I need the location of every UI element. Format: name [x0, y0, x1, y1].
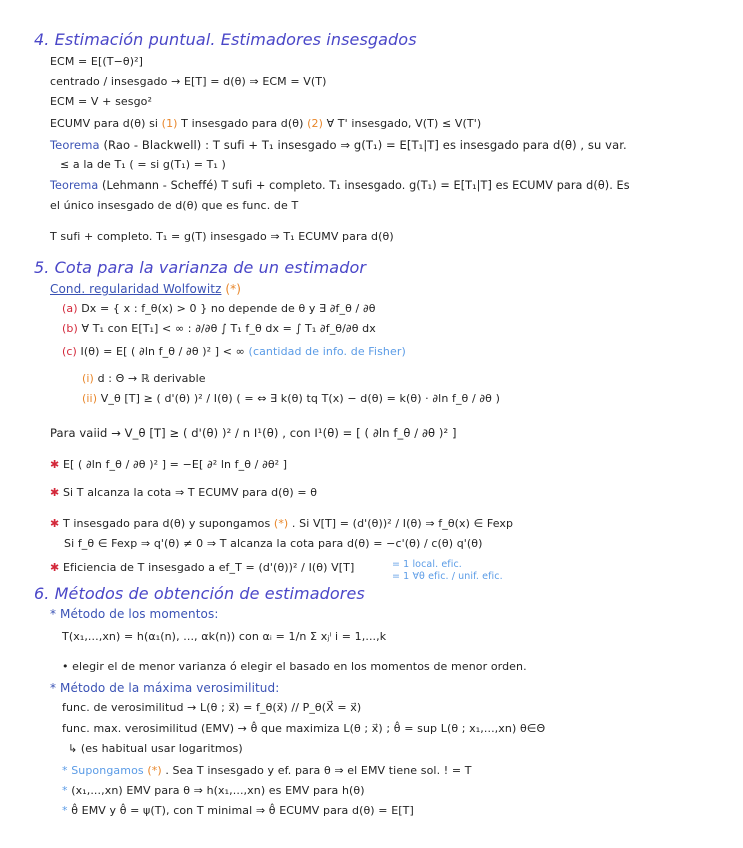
theorem-label: Teorema [50, 179, 99, 192]
lehmann-scheffe-cont: el único insesgado de d(θ) que es func. de T [50, 199, 299, 212]
bound-reached-text: Si T alcanza la cota ⇒ T ECUMV para d(θ) = θ [62, 486, 318, 499]
iid-bound: Para vaiid → V_θ [T] ≥ ( d'(θ) )² / n I¹(θ) , con I¹(θ) = [ ( ∂ln f_θ / ∂θ )² ] [50, 426, 457, 440]
efficiency-line [50, 561, 354, 575]
cond-c [62, 345, 406, 359]
ecm-definition: ECM = E[(T−θ)²] [50, 55, 144, 68]
lehmann-scheffe [50, 179, 630, 193]
cond-i-tag: (i) [82, 372, 94, 385]
fisher-identity-text: E[ ( ∂ln f_θ / ∂θ )² ] = −E[ ∂² ln f_θ / ∂θ² ] [62, 458, 288, 471]
moments-formula: T(x₁,...,xn) = h(α₁(n), ..., αk(n)) con αᵢ = 1/n Σ xⱼⁱ i = 1,...,k [62, 630, 387, 643]
local-efficiency-note: = 1 local. efic. [392, 559, 462, 570]
exp-family-text-b: . Si V[T] = (d'(θ))² / I(θ) ⇒ f_θ(x) ∈ Fexp [291, 517, 514, 530]
ecm-bias-line: ECM = V + sesgo² [50, 95, 153, 108]
fisher-note: (cantidad de info. de Fisher) [248, 345, 406, 358]
bullet-icon: ✱ [50, 517, 60, 530]
fisher-identity [50, 458, 287, 472]
likelihood-function: func. de verosimilitud → L(θ ; x⃗) = f_θ(x⃗) // P_θ(X⃗ = x⃗) [62, 701, 362, 714]
cond-a [62, 302, 376, 316]
bullet-icon: ✱ [50, 561, 60, 574]
bullet-icon: ✱ [50, 486, 60, 499]
bullet-icon: * [62, 784, 68, 797]
cond-2-marker: (2) [307, 117, 323, 130]
log-note: ↳ (es habitual usar logaritmos) [68, 742, 243, 755]
star-marker: (*) [147, 764, 162, 777]
ecumv-line [50, 117, 481, 131]
cond-c-tag: (c) [62, 345, 77, 358]
bound-reached [50, 486, 317, 500]
section-5-title: 5. Cota para la varianza de un estimador [34, 258, 367, 277]
cond-2-text: ∀ T' insesgado, V(T) ≤ V(T') [326, 117, 482, 130]
theorem-label: Teorema [50, 138, 100, 152]
mle-property-2-text: (x₁,...,xn) EMV para θ ⇒ h(x₁,...,xn) es EMV para h(θ) [71, 784, 365, 797]
cond-b [62, 322, 376, 336]
cond-i [82, 372, 206, 386]
cond-ii-tag: (ii) [82, 392, 98, 405]
mle-property-1-text: . Sea T insesgado y ef. para θ ⇒ el EMV tiene sol. ! = T [165, 764, 472, 777]
efficiency-text: Eficiencia de T insesgado a ef_T = (d'(θ))² / I(θ) V[T] [62, 561, 355, 574]
wolfowitz-label: Cond. regularidad Wolfowitz [50, 282, 222, 296]
cond-ii-text: V_θ [T] ≥ ( d'(θ) )² / I(θ) ( = ⇔ ∃ k(θ) tq T(x) − d(θ) = k(θ) · ∂ln f_θ / ∂θ ) [100, 392, 500, 405]
moments-method: * Método de los momentos: [50, 607, 219, 621]
cond-b-text: ∀ T₁ con E[T₁] < ∞ : ∂/∂θ ∫ T₁ f_θ dx = ∫ T₁ ∂f_θ/∂θ dx [81, 322, 376, 335]
section-6-title: 6. Métodos de obtención de estimadores [34, 584, 365, 603]
bullet-text: * Supongamos [62, 764, 144, 777]
unbiased-line: centrado / insesgado → E[T] = d(θ) ⇒ ECM = V(T) [50, 75, 327, 88]
cond-a-text: Dx = { x : f_θ(x) > 0 } no depende de θ y ∃ ∂f_θ / ∂θ [81, 302, 376, 315]
cond-1-marker: (1) [161, 117, 178, 130]
max-likelihood-method: * Método de la máxima verosimilitud: [50, 681, 280, 695]
rao-blackwell [50, 138, 627, 152]
moments-choice: • elegir el de menor varianza ó elegir el basado en los momentos de menor orden. [62, 660, 527, 673]
cond-c-text: I(θ) = E[ ( ∂ln f_θ / ∂θ )² ] < ∞ [80, 345, 245, 358]
uniform-efficiency-note: = 1 ∀θ efic. / unif. efic. [392, 571, 503, 582]
exp-family-text-a: T insesgado para d(θ) y supongamos [62, 517, 271, 530]
mle-property-3-text: θ̂ EMV y θ̂ = ψ(T), con T minimal ⇒ θ̂ ECUMV para d(θ) = E[T] [71, 804, 414, 817]
sufficient-complete-line: T sufi + completo. T₁ = g(T) insesgado ⇒ T₁ ECUMV para d(θ) [50, 230, 394, 243]
cond-ii [82, 392, 500, 406]
star-marker: (*) [273, 517, 289, 530]
section-4-title: 4. Estimación puntual. Estimadores insesgados [34, 30, 417, 49]
wolfowitz-conditions [50, 282, 241, 296]
mle-definition: func. max. verosimilitud (EMV) → θ̂ que maximiza L(θ ; x⃗) ; θ̂ = sup L(θ ; x₁,...,xn) θ∈Θ [62, 722, 546, 735]
star-marker: (*) [225, 282, 242, 296]
cond-b-tag: (b) [62, 322, 78, 335]
lehmann-scheffe-text: (Lehmann - Scheffé) T sufi + completo. T₁ insesgado. g(T₁) = E[T₁|T] es ECUMV para d(θ). Es [102, 179, 630, 192]
mle-property-1 [62, 764, 472, 778]
exp-family-cont: Si f_θ ∈ Fexp ⇒ q'(θ) ≠ 0 ⇒ T alcanza la cota para d(θ) = −c'(θ) / c(θ) q'(θ) [64, 537, 483, 550]
rao-blackwell-text: (Rao - Blackwell) : T sufi + T₁ insesgado ⇒ g(T₁) = E[T₁|T] es insesgado para d(θ) , su var. [103, 138, 627, 152]
mle-property-3 [62, 804, 414, 818]
ecumv-text: ECUMV para d(θ) si [50, 117, 159, 130]
cond-a-tag: (a) [62, 302, 78, 315]
cond-i-text: d : Θ → ℝ derivable [97, 372, 206, 385]
rao-blackwell-cont: ≤ a la de T₁ ( = si g(T₁) = T₁ ) [60, 158, 226, 171]
mle-property-2 [62, 784, 365, 798]
exp-family-line [50, 517, 513, 531]
bullet-icon: ✱ [50, 458, 60, 471]
bullet-icon: * [62, 804, 68, 817]
cond-1-text: T insesgado para d(θ) [181, 117, 304, 130]
